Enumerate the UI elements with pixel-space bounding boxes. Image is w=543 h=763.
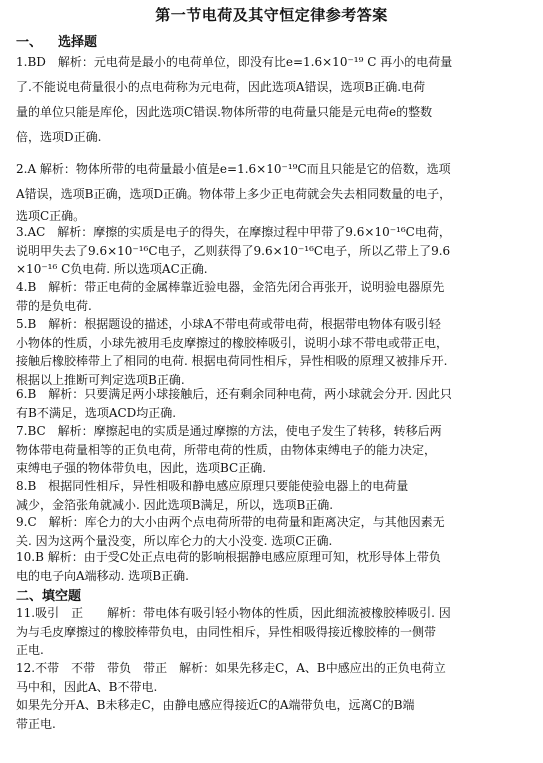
answer-item-10	[16, 548, 532, 585]
answer-line: 了.不能说电荷量很小的点电荷称为元电荷，因此选项A错误，选项B正确.电荷	[16, 80, 426, 94]
answer-line: 倍，选项D正确.	[16, 130, 102, 144]
answer-line: 3.AC 解析：摩擦的实质是电子的得失，在摩擦过程中甲带了9.6×10⁻¹⁶C电荷，	[16, 225, 451, 239]
answer-line: 4.B 解析：带正电荷的金属棒靠近验电器，金箔先闭合再张开，说明验电器原先	[16, 280, 445, 294]
answer-line: 7.BC 解析：摩擦起电的实质是通过摩擦的方法，使电子发生了转移，转移后两	[16, 424, 442, 438]
answer-line: 11.吸引 正 解析：带电体有吸引轻小物体的性质，因此细流被橡胶棒吸引. 因	[16, 606, 451, 620]
answer-item-6	[16, 385, 532, 422]
section-heading-choice	[16, 31, 97, 50]
answer-line: 10.B 解析：由于受C处正点电荷的影响根据静电感应原理可知，枕形导体上带负	[16, 550, 441, 564]
answer-line: 6.B 解析：只要满足两小球接触后，还有剩余同种电荷，两小球就会分开. 因此只	[16, 387, 452, 401]
answer-item-5	[16, 315, 532, 389]
answer-line: 带正电.	[16, 716, 56, 731]
answer-line: 有B不满足，选项ACD均正确.	[16, 405, 177, 420]
answer-item-7	[16, 422, 532, 478]
answer-line: 2.A 解析：物体所带的电荷量最小值是e=1.6×10⁻¹⁹C而且只能是它的倍数，选项	[16, 162, 451, 176]
answer-line: ×10⁻¹⁶ C负电荷. 所以选项AC正确.	[16, 262, 208, 276]
answer-line: 正电.	[16, 643, 44, 657]
answer-line: 12.不带 不带 带负 带正 解析：如果先移走C，A、B中感应出的正负电荷立	[16, 661, 446, 675]
answer-item-2	[16, 157, 532, 225]
answer-item-9	[16, 513, 532, 550]
section-number: 一、	[16, 35, 43, 50]
document-title: 第一节电荷及其守恒定律参考答案	[155, 6, 388, 24]
answer-item-1	[16, 50, 532, 150]
answer-item-11	[16, 604, 532, 660]
answer-line: 带的是负电荷.	[16, 298, 92, 313]
answer-item-12	[16, 659, 532, 733]
answer-line: 关. 因为这两个量没变，所以库仑力的大小没变. 选项C正确.	[16, 533, 333, 548]
answer-line: 如果先分开A、B未移走C，由静电感应得接近C的A端带负电，远离C的B端	[16, 698, 415, 712]
answer-line: 电的电子向A端移动. 选项B正确.	[16, 568, 189, 583]
answer-line: 减少，金箔张角就减小. 因此选项B满足，所以，选项B正确.	[16, 497, 334, 512]
answer-line: 1.BD 解析：元电荷是最小的电荷单位，即没有比e=1.6×10⁻¹⁹ C 再小的电荷量	[16, 55, 453, 69]
answer-line: 束缚电子强的物体带负电，因此，选项BC正确.	[16, 461, 267, 475]
answer-line: 量的单位只能是库伦，因此选项C错误.物体所带的电荷量只能是元电荷e的整数	[16, 105, 433, 119]
answer-line: 8.B 根据同性相斥，异性相吸和静电感应原理只要能使验电器上的电荷量	[16, 479, 409, 493]
answer-line: 物体带电荷量相等的正负电荷，所带电荷的性质，由物体束缚电子的能力决定，	[16, 442, 437, 457]
answer-line: 说明甲失去了9.6×10⁻¹⁶C电子，乙则获得了9.6×10⁻¹⁶C电子，所以乙带上了9.6	[16, 243, 451, 258]
answer-line: 选项C正确。	[16, 209, 86, 223]
answer-line: 马中和，因此A、B不带电.	[16, 679, 158, 694]
answer-line: 根据以上推断可判定选项B正确.	[16, 372, 185, 387]
answer-line: A错误，选项B正确，选项D正确。物体带上多少正电荷就会失去相同数量的电子，	[16, 187, 452, 201]
section-label: 选择题	[58, 35, 98, 50]
answer-item-3	[16, 223, 532, 279]
section-heading-fill: 二、填空题	[16, 589, 82, 604]
answer-line: 接触后橡胶棒带上了相同的电荷. 根据电荷同性相斥，异性相吸的原理又被排斥开.	[16, 354, 448, 368]
answer-line: 为与毛皮摩擦过的橡胶棒带负电，由同性相斥，异性相吸得接近橡胶棒的一侧带	[16, 624, 437, 639]
answer-item-4	[16, 278, 532, 315]
answer-line: 9.C 解析：库仑力的大小由两个点电荷所带的电荷量和距离决定，与其他因素无	[16, 515, 445, 529]
answer-item-8	[16, 477, 532, 514]
answer-line: 小物体的性质，小球先被用毛皮摩擦过的橡胶棒吸引，说明小球不带电或带正电，	[16, 335, 449, 350]
answer-line: 5.B 解析：根据题设的描述，小球A不带电荷或带电荷，根据带电物体有吸引轻	[16, 317, 441, 331]
